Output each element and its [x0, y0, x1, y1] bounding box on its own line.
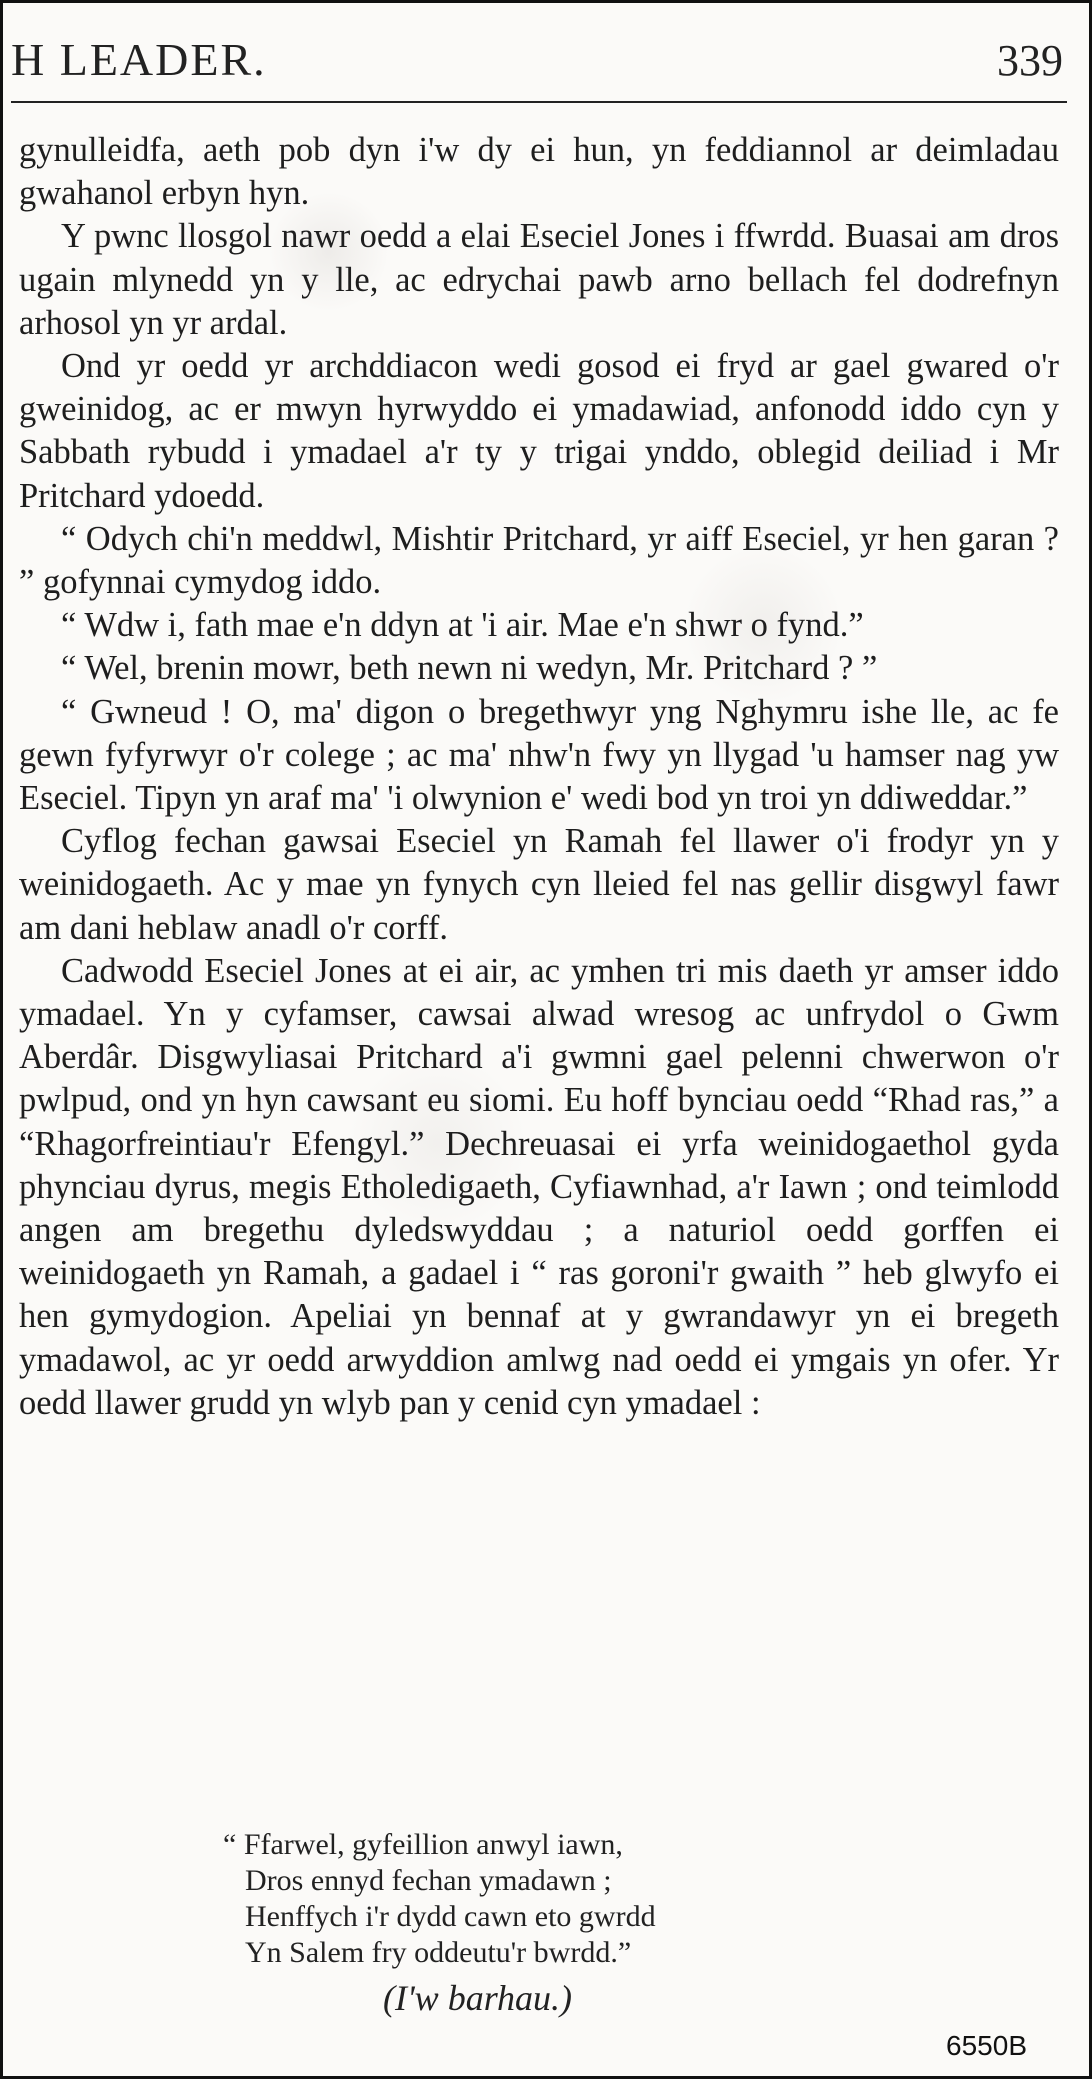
page-number: 339 — [997, 36, 1063, 85]
paragraph: gynulleidfa, aeth pob dyn i'w dy ei hun, yn feddiannol ar deimladau gwahanol erbyn hyn. — [19, 131, 1059, 213]
paragraph: “ Wdw i, fath mae e'n ddyn at 'i air. Mae e'n shwr o fynd.” — [61, 606, 864, 645]
paragraph: Y pwnc llosgol nawr oedd a elai Eseciel Jones i ffwrdd. Buasai am dros ugain mlynedd yn y lle, ac edrychai pawb arno bellach fel dodrefnyn arhosol yn yr ardal. — [19, 217, 1059, 342]
paragraph: Cadwodd Eseciel Jones at ei air, ac ymhen tri mis daeth yr amser iddo ymadael. Yn y cyfamser, cawsai alwad wresog ac unfrydol o Gwm Aberdâr. Disgwyliasai Pritchard a'i gwmni gael pelenni chwerwon o'r pwlpud, ond yn hyn cawsant eu siomi. Eu hoff bynciau oedd “Rhad ras,” a “Rhagorfreintiau'r Efengyl.” Dechreuasai ei yrfa weinidogaethol gyda phynciau dyrus, megis Etholedigaeth, Cyfiawnhad, a'r Iawn ; ond teimlodd angen am bregethu dyledswyddau ; a naturiol oedd gorffen ei weinidogaeth yn Ramah, a gadael i “ ras goroni'r gwaith ” heb glwyfo ei hen gymydogion. Apeliai yn bennaf at y gwrandawyr yn ei bregeth ymadawol, ac yr oedd arwyddion amlwg nad oedd ei ymgais yn ofer. Yr oedd llawer grudd yn wlyb pan y cenid cyn ymadael : — [19, 951, 1059, 1422]
poem-line: “ Ffarwel, gyfeillion anwyl iawn, — [223, 1828, 623, 1861]
paragraph: “ Gwneud ! O, ma' digon o bregethwyr yng Nghymru ishe lle, ac fe gewn fyfyrwyr o'r colege ; ac ma' nhw'n fwy yn llygad 'u hamser nag yw Eseciel. Tipyn yn araf ma' 'i olwynion e' wedi bod yn troi yn ddiweddar.” — [19, 692, 1059, 818]
article-body — [19, 129, 1059, 1425]
page-header — [11, 23, 1067, 103]
poem-line: Yn Salem fry oddeutu'r bwrdd.” — [245, 1936, 632, 1969]
catalog-id: 6550B — [946, 2030, 1027, 2061]
paragraph: Ond yr oedd yr archddiacon wedi gosod ei fryd ar gael gwared o'r gweinidog, ac er mwyn hyrwyddo ei ymadawiad, anfonodd iddo cyn y Sabbath rybudd i ymadael a'r ty y trigai ynddo, oblegid deiliad i Mr Pritchard ydoedd. — [19, 347, 1059, 515]
to-be-continued: (I'w barhau.) — [383, 1978, 573, 2018]
paragraph: “ Odych chi'n meddwl, Mishtir Pritchard, yr aiff Eseciel, yr hen garan ? ” gofynnai cymydog iddo. — [19, 519, 1059, 602]
poem-line: Dros ennyd fechan ymadawn ; — [245, 1864, 612, 1897]
poem-line: Henffych i'r dydd cawn eto gwrdd — [245, 1900, 656, 1933]
running-head: H LEADER. — [11, 34, 267, 85]
poem-verse — [223, 1827, 656, 1971]
paragraph: Cyflog fechan gawsai Eseciel yn Ramah fel llawer o'i frodyr yn y weinidogaeth. Ac y mae yn fynych cyn lleied fel nas gellir disgwyl fawr am dani heblaw anadl o'r corff. — [19, 822, 1059, 947]
paragraph: “ Wel, brenin mowr, beth newn ni wedyn, Mr. Pritchard ? ” — [61, 649, 878, 688]
